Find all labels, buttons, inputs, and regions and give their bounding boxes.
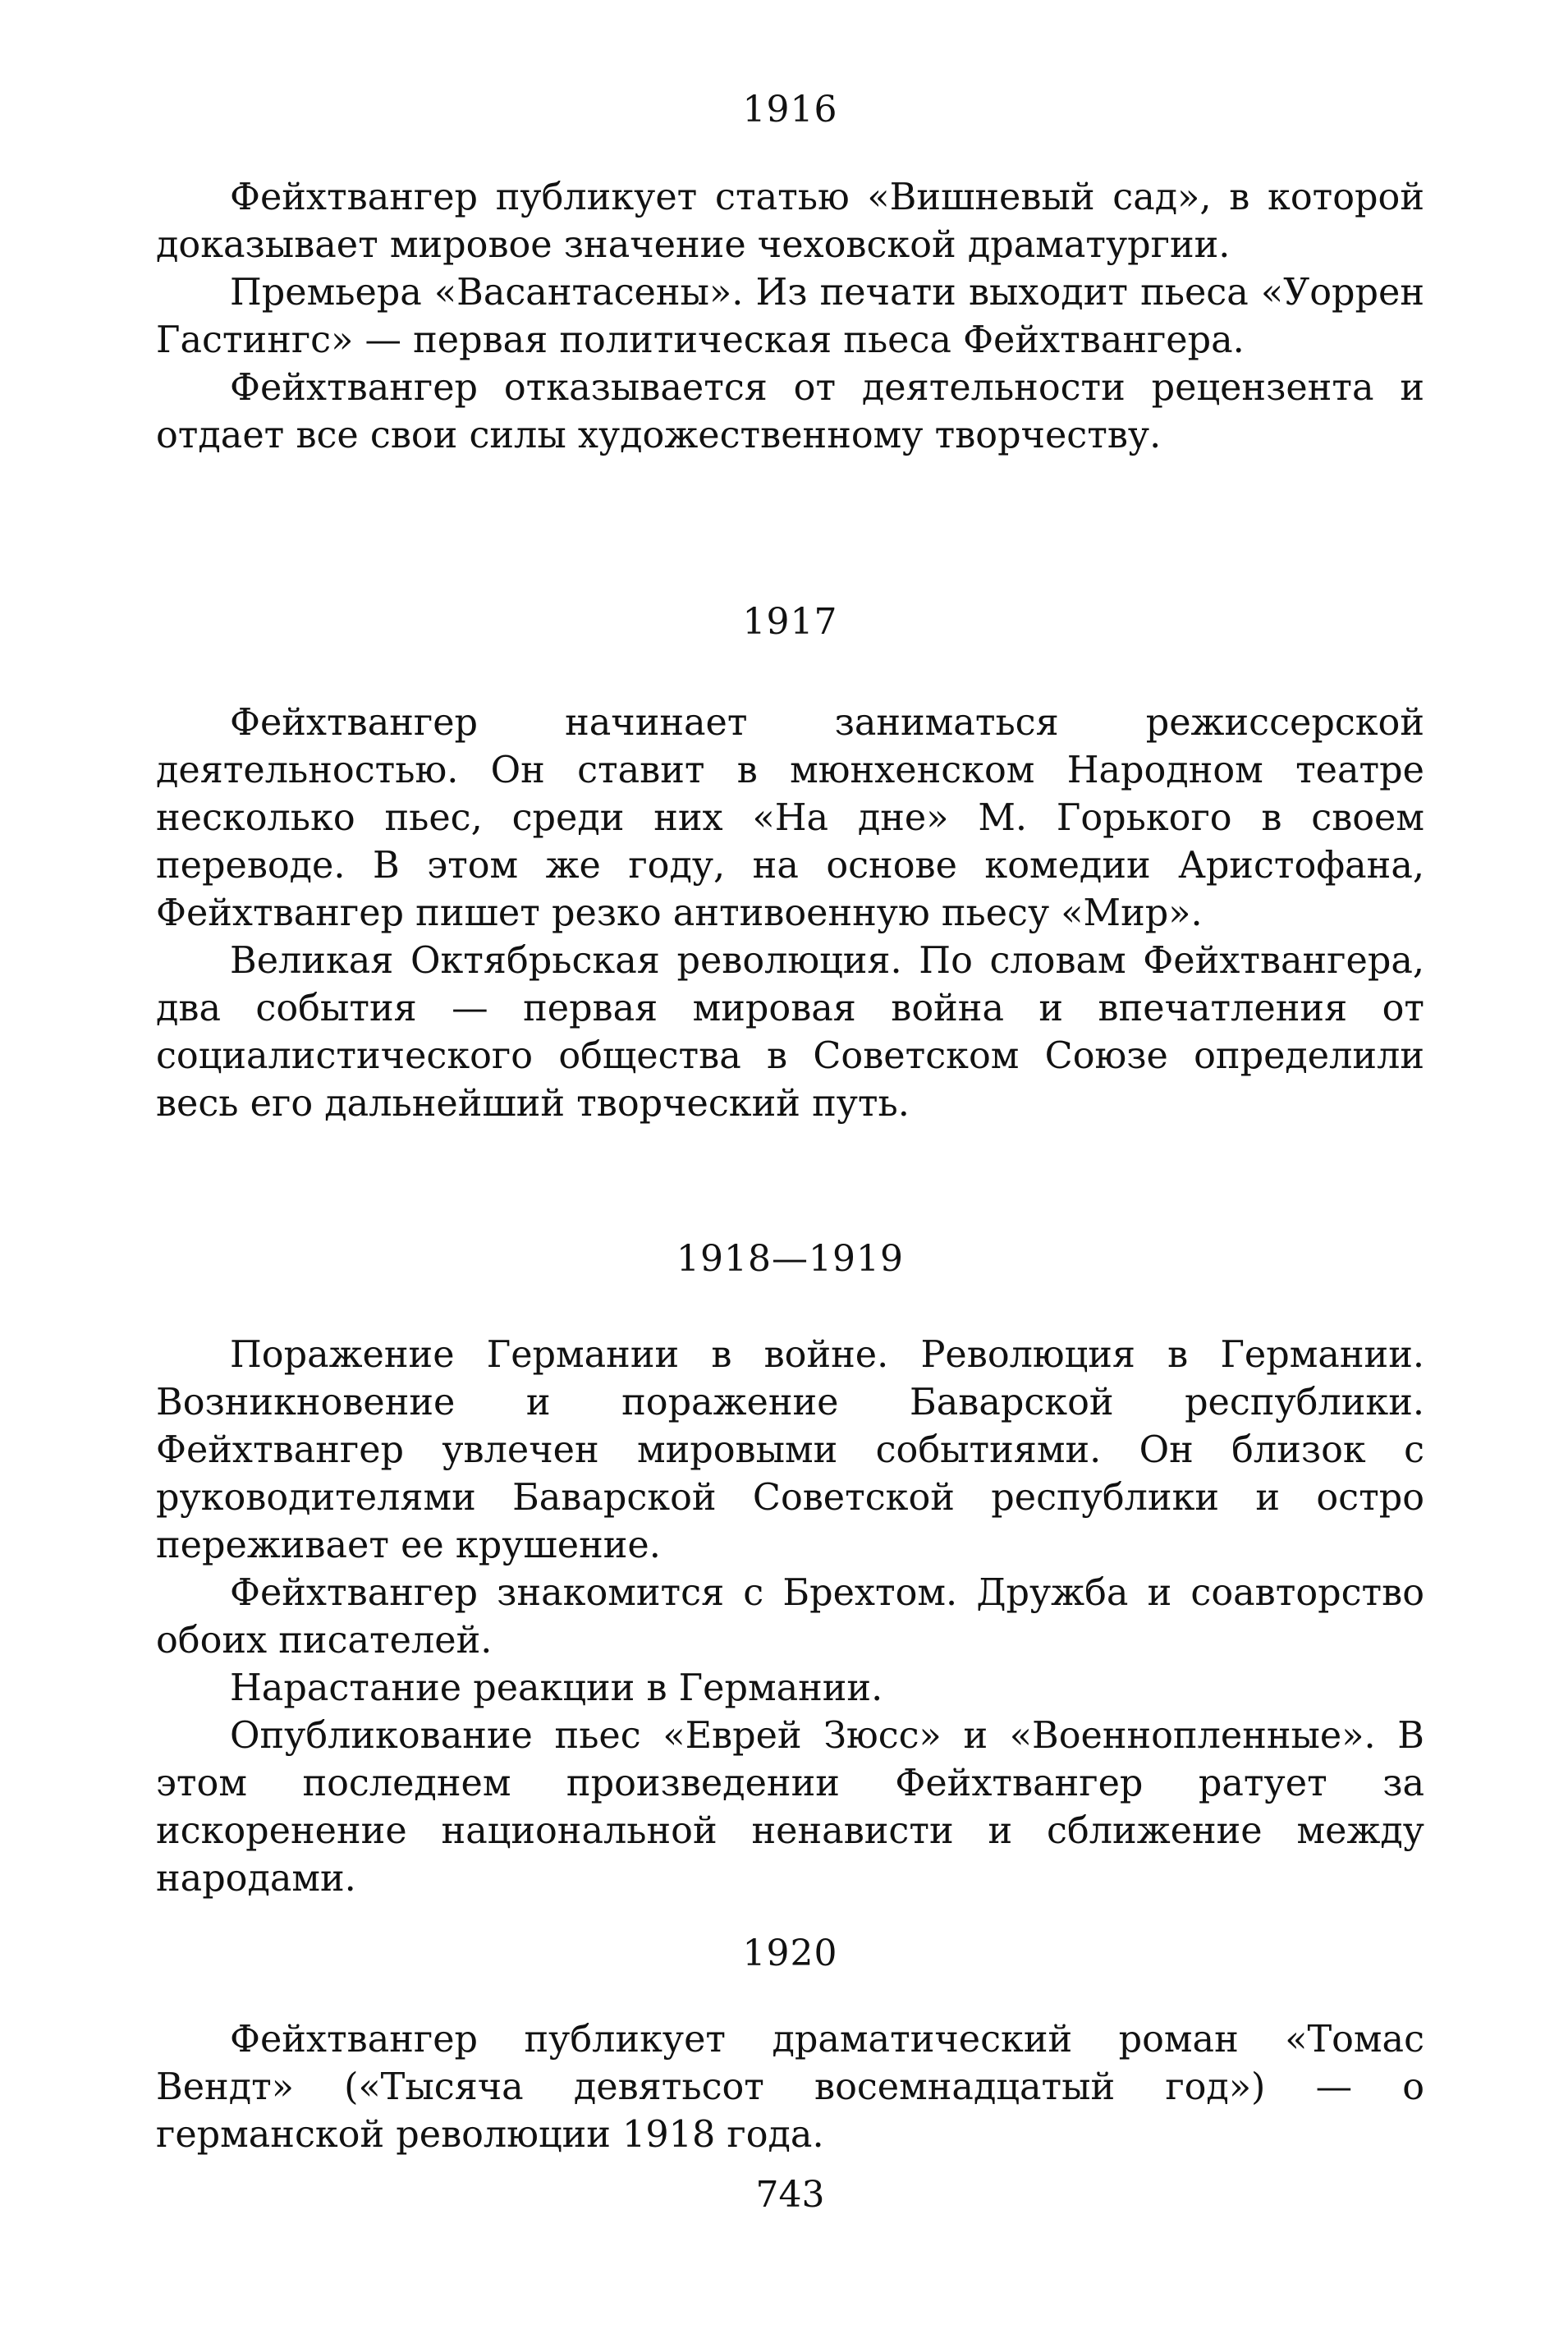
page-number: 743 — [755, 2174, 825, 2216]
paragraph: Фейхтвангер знакомится с Брехтом. Дружба и соавторство обоих писателей. — [156, 1572, 1424, 1662]
year-heading-1917: 1917 — [742, 601, 838, 643]
section-1917-body — [156, 699, 1424, 1128]
year-heading-1916: 1916 — [742, 89, 838, 131]
section-1918-1919-body — [156, 1332, 1424, 1903]
paragraph: Фейхтвангер отказывается от деятельности рецензента и отдает все свои силы художественному творчеству. — [156, 367, 1424, 456]
paragraph: Фейхтвангер публикует статью «Вишневый сад», в которой доказывает мировое значение чеховской драматургии. — [156, 177, 1424, 266]
year-heading-1918-1919: 1918—1919 — [676, 1238, 904, 1280]
section-1916-body — [156, 174, 1424, 460]
paragraph: Великая Октябрьская революция. По словам Фейхтвангера, два события — первая мировая война и впечатления от социалистического общества в Советском Союзе определили весь его дальнейший творческий путь. — [156, 940, 1424, 1125]
book-page — [156, 0, 1424, 2329]
paragraph: Фейхтвангер публикует драматический роман «Томас Вендт» («Тысяча девятьсот восемнадцатый год») — о германской революции 1918 года. — [156, 2019, 1424, 2156]
paragraph: Поражение Германии в войне. Революция в Германии. Возникновение и поражение Баварской республики. Фейхтвангер увлечен мировыми событиями. Он близок с руководителями Баварской Советской республики и остро переживает ее крушение. — [156, 1334, 1424, 1566]
section-1920-body — [156, 2016, 1424, 2159]
year-heading-1920: 1920 — [742, 1932, 838, 1974]
paragraph: Опубликование пьес «Еврей Зюсс» и «Военнопленные». В этом последнем произведении Фейхтвангер ратует за искоренение национальной ненависти и сближение между народами. — [156, 1715, 1424, 1900]
paragraph: Фейхтвангер начинает заниматься режиссерской деятельностью. Он ставит в мюнхенском Народном театре несколько пьес, среди них «На дне» М. Горького в своем переводе. В этом же году, на основе комедии Аристофана, Фейхтвангер пишет резко антивоенную пьесу «Мир». — [156, 702, 1424, 934]
paragraph: Премьера «Васантасены». Из печати выходит пьеса «Уоррен Гастингс» — первая политическая пьеса Фейхтвангера. — [156, 272, 1424, 361]
paragraph: Нарастание реакции в Германии. — [230, 1667, 883, 1709]
